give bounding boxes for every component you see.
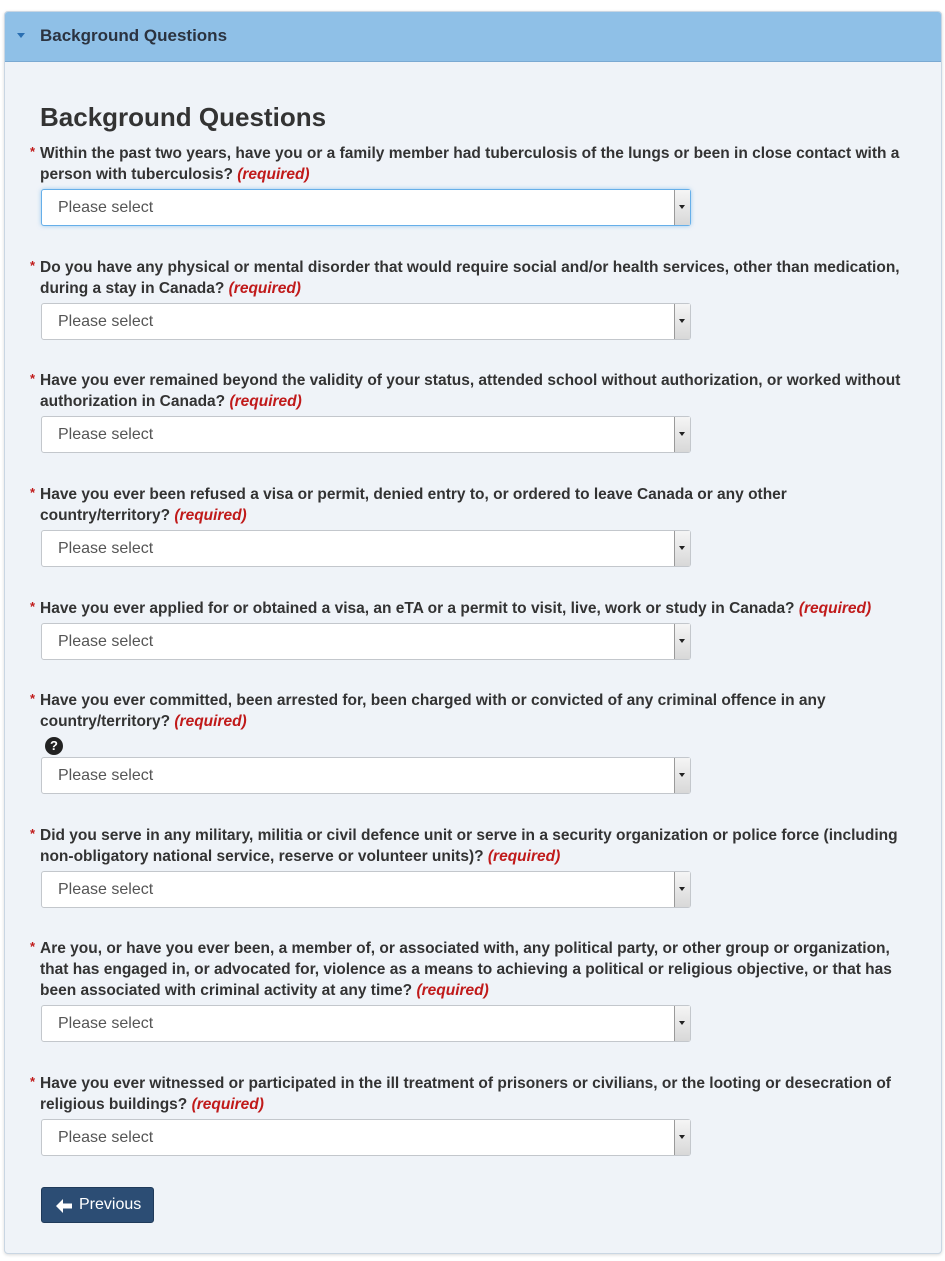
question-political-violence — [30, 938, 910, 1001]
question-label — [30, 598, 930, 619]
question-military-service — [30, 825, 910, 867]
select-value: Please select — [58, 199, 154, 216]
question-text: Have you ever been refused a visa or permit, denied entry to, or ordered to leave Canada or any other country/territory? — [40, 486, 787, 524]
dropdown-arrow-icon[interactable] — [674, 1006, 690, 1041]
select-value: Please select — [58, 767, 154, 784]
question-text: Have you ever committed, been arrested for, been charged with or convicted of any criminal offence in any country/territory? — [40, 692, 826, 730]
question-criminal-offence — [30, 690, 910, 732]
select-value: Please select — [58, 1129, 154, 1146]
question-disorder — [30, 257, 910, 299]
select-ill-treatment[interactable] — [41, 1119, 691, 1156]
select-political-violence[interactable] — [41, 1005, 691, 1042]
question-text: Do you have any physical or mental disorder that would require social and/or health services, other than medication, during a stay in Canada? — [40, 259, 900, 297]
dropdown-arrow-icon[interactable] — [674, 417, 690, 452]
required-note: (required) — [174, 507, 247, 524]
required-note: (required) — [228, 280, 301, 297]
question-label — [30, 690, 910, 732]
panel-header-title: Background Questions — [40, 26, 228, 45]
previous-button[interactable] — [41, 1187, 154, 1223]
select-value: Please select — [58, 313, 154, 330]
required-asterisk: * — [30, 371, 36, 386]
required-note: (required) — [416, 982, 489, 999]
required-note: (required) — [487, 848, 561, 865]
required-note: (required) — [191, 1096, 264, 1113]
question-label — [30, 484, 910, 526]
dropdown-arrow-icon[interactable] — [674, 1120, 690, 1155]
help-question-icon[interactable]: ? — [45, 737, 63, 755]
question-text: Within the past two years, have you or a family member had tuberculosis of the lungs or been in close contact with a person with tuberculosis? — [40, 145, 900, 183]
question-text: Are you, or have you ever been, a member of, or associated with, any political party, or other group or organization, that has engaged in, or advocated for, violence as a means to achieving a political or religious objective, or that has been associated with criminal activity at any time? — [40, 940, 892, 999]
question-refused-visa — [30, 484, 910, 526]
question-text: Did you serve in any military, militia or civil defence unit or serve in a security organization or police force (including non-obligatory national service, reserve or volunteer units)? — [40, 827, 898, 865]
caret-down-icon[interactable] — [17, 33, 25, 38]
select-overstay[interactable] — [41, 416, 691, 453]
select-value: Please select — [58, 540, 154, 557]
select-disorder[interactable] — [41, 303, 691, 340]
dropdown-arrow-icon[interactable] — [674, 758, 690, 793]
select-value: Please select — [58, 426, 154, 443]
dropdown-arrow-icon[interactable] — [674, 304, 690, 339]
required-asterisk: * — [30, 599, 36, 614]
arrow-left-icon — [56, 1199, 72, 1213]
dropdown-arrow-icon[interactable] — [674, 190, 690, 225]
question-text: Have you ever remained beyond the validity of your status, attended school without authorization, or worked without authorization in Canada? — [40, 372, 901, 410]
select-criminal-offence[interactable] — [41, 757, 691, 794]
required-asterisk: * — [30, 691, 36, 706]
question-label — [30, 370, 910, 412]
question-label — [30, 938, 910, 1001]
select-tuberculosis[interactable] — [41, 189, 691, 226]
select-value: Please select — [58, 881, 154, 898]
dropdown-arrow-icon[interactable] — [674, 872, 690, 907]
required-asterisk: * — [30, 826, 36, 841]
select-refused-visa[interactable] — [41, 530, 691, 567]
question-text: Have you ever applied for or obtained a visa, an eTA or a permit to visit, live, work or study in Canada? — [40, 600, 795, 617]
question-label — [30, 825, 910, 867]
required-asterisk: * — [30, 258, 36, 273]
panel-header[interactable] — [5, 12, 941, 62]
required-note: (required) — [237, 166, 310, 183]
question-label — [30, 1073, 910, 1115]
question-text: Have you ever witnessed or participated in the ill treatment of prisoners or civilians, or the looting or desecration of religious buildings? — [40, 1075, 891, 1113]
dropdown-arrow-icon[interactable] — [674, 531, 690, 566]
question-label — [30, 257, 910, 299]
required-note: (required) — [798, 600, 872, 617]
required-asterisk: * — [30, 1074, 36, 1089]
select-value: Please select — [58, 633, 154, 650]
required-asterisk: * — [30, 485, 36, 500]
question-ill-treatment — [30, 1073, 910, 1115]
previous-button-label: Previous — [79, 1196, 142, 1213]
required-asterisk: * — [30, 939, 36, 954]
required-note: (required) — [229, 393, 302, 410]
required-asterisk: * — [30, 144, 36, 159]
dropdown-arrow-icon[interactable] — [674, 624, 690, 659]
question-overstay — [30, 370, 910, 412]
question-label — [30, 143, 910, 185]
question-tuberculosis — [30, 143, 910, 185]
question-applied-visa — [30, 598, 930, 619]
background-questions-panel — [4, 11, 942, 1254]
select-applied-visa[interactable] — [41, 623, 691, 660]
select-value: Please select — [58, 1015, 154, 1032]
section-title: Background Questions — [40, 102, 327, 132]
required-note: (required) — [174, 713, 247, 730]
select-military-service[interactable] — [41, 871, 691, 908]
